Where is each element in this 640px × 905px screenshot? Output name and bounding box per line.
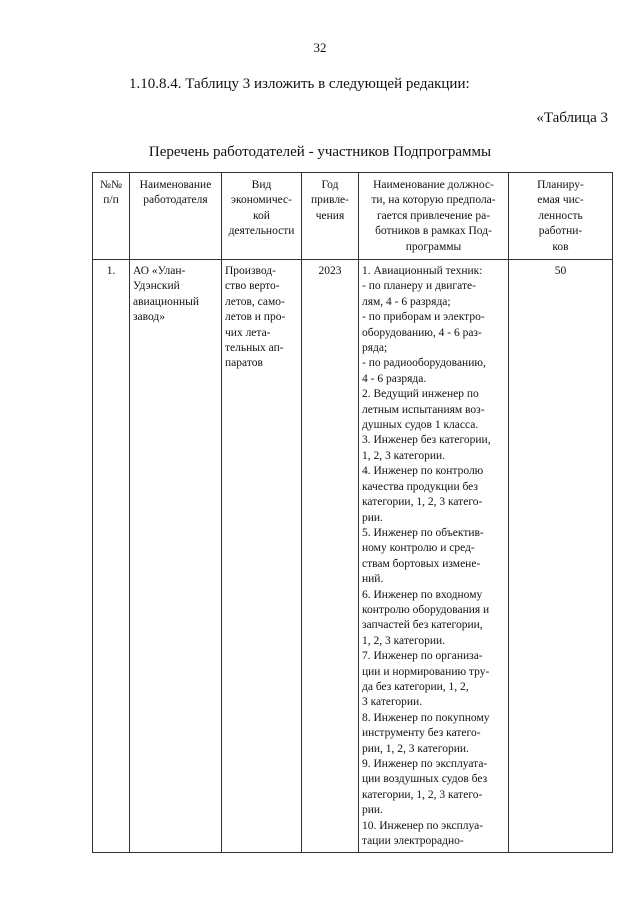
text-line: летов, само- xyxy=(225,295,285,308)
text-line: рии. xyxy=(362,804,383,817)
text-line: Удэнский xyxy=(133,280,180,293)
cell-number: 1. xyxy=(93,260,130,853)
text-line: 2. Ведущий инженер по xyxy=(362,388,479,401)
text-line: ленность xyxy=(538,209,583,222)
text-line: да без категории, 1, 2, xyxy=(362,680,469,693)
table-title: Перечень работодателей - участников Подпрограммы xyxy=(148,144,492,160)
page-number: 32 xyxy=(313,40,327,55)
text-line: категории, 1, 2, 3 катего- xyxy=(362,788,483,801)
text-line: Производ- xyxy=(225,265,276,277)
text-line: тельных ап- xyxy=(225,342,284,355)
text-line: душных судов 1 класса. xyxy=(362,419,479,432)
text-line: ботников в рамках Под- xyxy=(375,225,492,238)
text-line: лям, 4 - 6 разряда; xyxy=(362,295,451,308)
text-line: Год xyxy=(321,179,339,191)
table-row xyxy=(93,260,613,853)
text-line: 1. Авиационный техник: xyxy=(362,265,483,277)
text-line: Планиру- xyxy=(537,179,584,191)
text-line: 3 категории. xyxy=(362,696,423,709)
col-header-count xyxy=(509,173,613,260)
cell-employer xyxy=(130,260,222,853)
text-line: 4. Инженер по контролю xyxy=(362,465,484,478)
text-line: - по радиооборудованию, xyxy=(362,357,486,370)
text-line: 6. Инженер по входному xyxy=(362,588,483,601)
text-line: оборудованию, 4 - 6 раз- xyxy=(362,326,482,339)
text-line: летным испытаниям воз- xyxy=(362,403,485,416)
text-line: Наименование должнос- xyxy=(373,179,494,191)
text-line: экономичес- xyxy=(231,194,292,207)
text-line: ствам бортовых измене- xyxy=(362,557,481,570)
text-line: 1, 2, 3 категории. xyxy=(362,634,446,647)
text-line: 4 - 6 разряда. xyxy=(362,372,427,385)
col-header-activity xyxy=(222,173,302,260)
text-line: ний. xyxy=(362,573,384,586)
text-line: завод» xyxy=(133,311,166,324)
text-line: гается привлечение ра- xyxy=(376,209,491,222)
text-line: 5. Инженер по объектив- xyxy=(362,526,484,539)
text-line: №№ xyxy=(100,179,122,191)
text-line: 8. Инженер по покупному xyxy=(362,711,490,724)
text-line: программы xyxy=(405,240,462,253)
text-line: - по приборам и электро- xyxy=(362,311,485,324)
cell-activity xyxy=(222,260,302,853)
text-line: ство верто- xyxy=(225,280,280,293)
text-line: контролю оборудования и xyxy=(362,603,490,616)
col-header-year xyxy=(302,173,359,260)
text-line: АО «Улан- xyxy=(133,265,186,277)
text-line: чения xyxy=(315,209,345,222)
text-line: - по планеру и двигате- xyxy=(362,280,476,293)
text-line: ции воздушных судов без xyxy=(362,773,488,786)
text-line: 10. Инженер по эксплуа- xyxy=(362,819,484,832)
text-line: ти, на которую предпола- xyxy=(371,194,496,207)
text-line: запчастей без категории, xyxy=(362,619,483,632)
text-line: ков xyxy=(552,240,569,253)
text-line: летов и про- xyxy=(225,311,286,324)
text-line: работни- xyxy=(538,225,583,238)
table-label: «Таблица 3 xyxy=(536,110,608,126)
col-header-position xyxy=(359,173,509,260)
text-line: 7. Инженер по организа- xyxy=(362,650,483,663)
text-line: 1, 2, 3 категории. xyxy=(362,449,446,462)
text-line: Вид xyxy=(251,179,272,191)
text-line: качества продукции без xyxy=(362,480,478,493)
text-line: Наименование xyxy=(139,179,212,191)
text-line: ному контролю и сред- xyxy=(362,542,475,555)
text-line: 9. Инженер по эксплуата- xyxy=(362,758,488,770)
text-line: ряда; xyxy=(362,342,388,355)
text-line: чих лета- xyxy=(225,326,271,339)
text-line: авиационный xyxy=(133,295,200,308)
table-header-row xyxy=(93,173,613,260)
text-line: рии. xyxy=(362,511,383,524)
text-line: кой xyxy=(253,209,270,222)
cell-count: 50 xyxy=(509,260,613,853)
text-line: тации электрорадно- xyxy=(362,835,464,848)
text-line: ции и нормированию тру- xyxy=(362,665,490,678)
text-line: п/п xyxy=(103,194,119,207)
col-header-employer xyxy=(130,173,222,260)
cell-positions xyxy=(359,260,509,853)
text-line: инструменту без катего- xyxy=(362,727,481,740)
text-line: емая чис- xyxy=(537,194,584,207)
section-heading: 1.10.8.4. Таблицу 3 изложить в следующей редакции: xyxy=(129,76,470,92)
employers-table xyxy=(92,172,613,853)
text-line: привле- xyxy=(310,194,349,207)
text-line: работодателя xyxy=(143,194,208,207)
text-line: паратов xyxy=(225,357,263,370)
text-line: категории, 1, 2, 3 катего- xyxy=(362,496,483,509)
text-line: 3. Инженер без категории, xyxy=(362,434,491,447)
col-header-number xyxy=(93,173,130,260)
cell-year: 2023 xyxy=(302,260,359,853)
text-line: деятельности xyxy=(228,225,295,238)
text-line: рии, 1, 2, 3 категории. xyxy=(362,742,469,755)
